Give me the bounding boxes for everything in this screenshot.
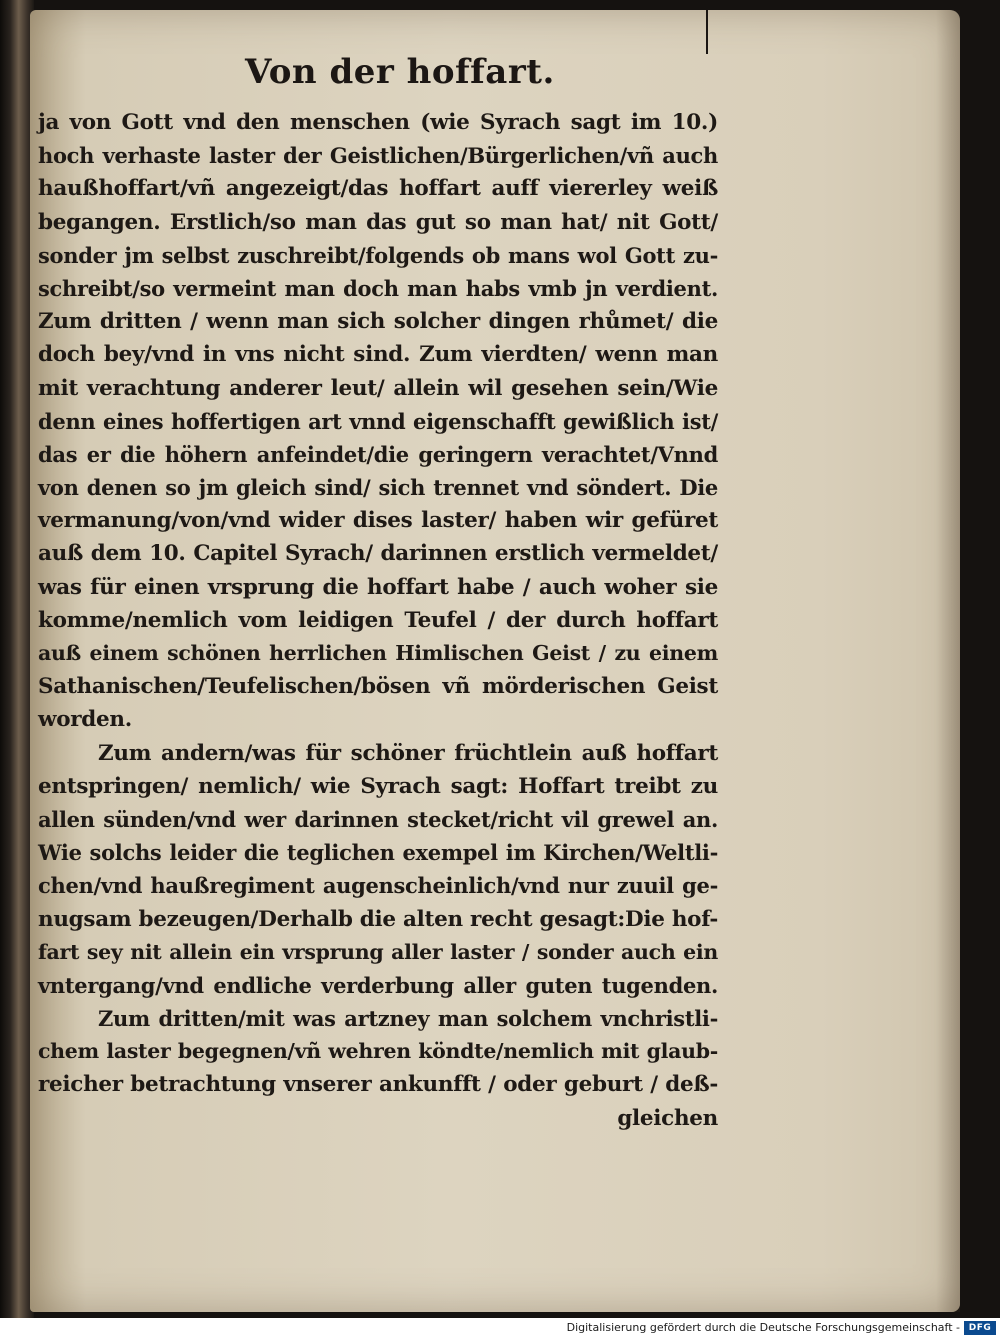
footer-bar: [0, 1318, 1000, 1339]
text-line: auß dem 10. Capitel Syrach/ darinnen erstlich vermeldet/: [38, 541, 718, 567]
text-line: schreibt/so vermeint man doch man habs vmb jn verdient.: [38, 275, 718, 301]
catchword: gleichen: [617, 1105, 718, 1131]
text-line: reicher betrachtung vnserer ankunfft / oder geburt / deß-: [38, 1072, 718, 1098]
page-header: Von der hoffart.: [245, 52, 555, 92]
text-line: Zum andern/was für schöner früchtlein auß hoffart: [98, 740, 718, 766]
text-line: auß einem schönen herrlichen Himlischen Geist / zu einem: [38, 641, 718, 665]
funding-notice: Digitalisierung gefördert durch die Deutsche Forschungsgemeinschaft -: [566, 1321, 960, 1334]
text-line: hoch verhaste laster der Geistlichen/Bürgerlichen/vñ auch: [38, 143, 718, 169]
text-line: Sathanischen/Teufelischen/bösen vñ mörderischen Geist: [38, 674, 718, 700]
text-line: chen/vnd haußregiment augenscheinlich/vnd nur zuuil ge-: [38, 873, 718, 899]
text-line: denn eines hoffertigen art vnnd eigenschafft gewißlich ist/: [38, 408, 718, 434]
book-spine-edge: [0, 0, 34, 1318]
text-line: Wie solchs leider die teglichen exempel im Kirchen/Weltli-: [38, 840, 718, 866]
text-line: Zum dritten / wenn man sich solcher dingen rhůmet/ die: [38, 309, 718, 335]
text-line: sonder jm selbst zuschreibt/folgends ob mans wol Gott zu-: [38, 242, 718, 268]
text-line: ja von Gott vnd den menschen (wie Syrach sagt im 10.): [38, 110, 718, 135]
text-line: komme/nemlich vom leidigen Teufel / der durch hoffart: [38, 607, 718, 633]
text-line: von denen so jm gleich sind/ sich trennet vnd söndert. Die: [38, 475, 718, 501]
text-line: vermanung/von/vnd wider dises laster/ haben wir gefüret: [38, 508, 718, 534]
text-line: vntergang/vnd endliche verderbung aller guten tugenden.: [38, 972, 718, 998]
text-line: worden.: [38, 707, 132, 733]
text-line: allen sünden/vnd wer darinnen stecket/richt vil grewel an.: [38, 806, 718, 832]
text-line: haußhoffart/vñ angezeigt/das hoffart auff viererley weiß: [38, 176, 718, 202]
text-line: mit verachtung anderer leut/ allein wil gesehen sein/Wie: [38, 375, 718, 401]
text-line: Zum dritten/mit was artzney man solchem vnchristli-: [98, 1006, 718, 1032]
page-fold-mark: [706, 10, 708, 54]
text-line: nugsam bezeugen/Derhalb die alten recht gesagt:Die hof-: [38, 906, 718, 932]
text-line: fart sey nit allein ein vrsprung aller laster / sonder auch ein: [38, 939, 718, 964]
text-line: was für einen vrsprung die hoffart habe / auch woher sie: [38, 574, 718, 600]
text-line: doch bey/vnd in vns nicht sind. Zum vierdten/ wenn man: [38, 342, 718, 368]
dfg-logo: DFG: [964, 1321, 996, 1335]
page-edge-shadow: [936, 10, 960, 1312]
text-line: chem laster begegnen/vñ wehren köndte/nemlich mit glaub-: [38, 1039, 718, 1064]
text-line: begangen. Erstlich/so man das gut so man hat/ nit Gott/: [38, 209, 718, 235]
body-text: [38, 106, 718, 1135]
text-line: das er die höhern anfeindet/die geringern verachtet/Vnnd: [38, 441, 718, 467]
text-line: entspringen/ nemlich/ wie Syrach sagt: Hoffart treibt zu: [38, 773, 718, 799]
